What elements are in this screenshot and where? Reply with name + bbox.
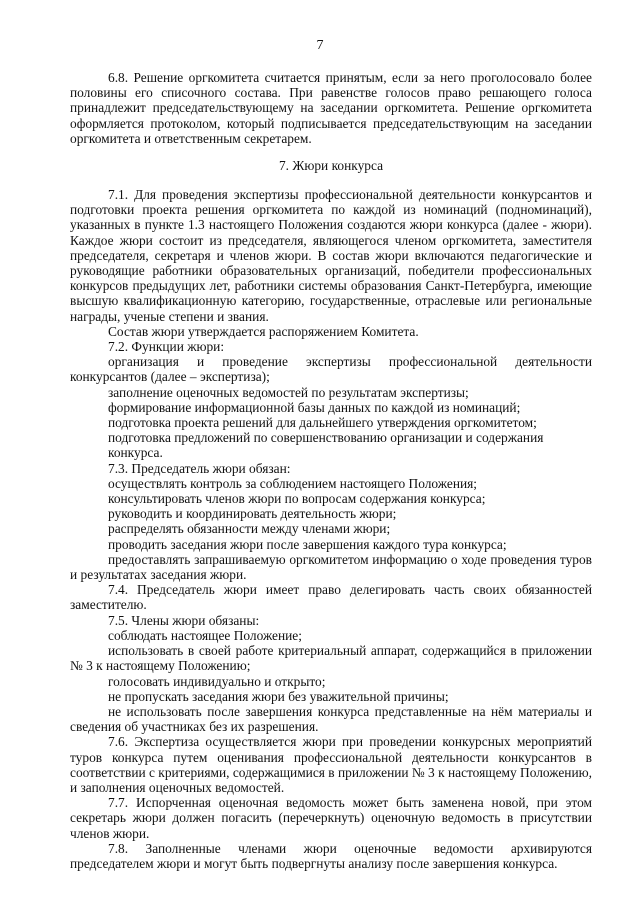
clause-7-2-item: заполнение оценочных ведомостей по результатам экспертизы; bbox=[108, 384, 469, 400]
clause-7-5-item: не использовать после завершения конкурса представленные на нём материалы и сведения об участниках без их разрешения. bbox=[70, 703, 592, 735]
clause-7-2-item: подготовка проекта решений для дальнейшего утверждения оргкомитетом; bbox=[108, 415, 537, 431]
clause-7-1: 7.1. Для проведения экспертизы профессиональной деятельности конкурсантов и подготовки проекта решения оргкомитета по каждой из номинаций (подноминаций), указанных в пункте 1.3 настоящего Положения создаются жюри конкурса (далее - жюри). Каждое жюри состоит из председателя, являющегося членом оргкомитета, заместителя председателя, секретаря и членов жюри. В состав жюри включаются педагогические и руководящие работники образовательных организаций, победители профессиональных конкурсов предыдущих лет, работники системы образования Санкт-Петербурга, имеющие высшую квалификационную категорию, государственные, отраслевые или региональные награды, ученые степени и звания. bbox=[70, 187, 592, 324]
clause-7-2-item: формирование информационной базы данных по каждой из номинаций; bbox=[108, 399, 521, 415]
clause-7-3-item: распределять обязанности между членами жюри; bbox=[108, 521, 391, 537]
clause-7-7: 7.7. Испорченная оценочная ведомость может быть заменена новой, при этом секретарь жюри должен погасить (перечеркнуть) оценочную ведомость в присутствии членов жюри. bbox=[70, 795, 592, 841]
clause-7-5-item: не пропускать заседания жюри без уважительной причины; bbox=[108, 688, 449, 704]
clause-6-8-text: 6.8. Решение оргкомитета считается принятым, если за него проголосовало более половины его списочного состава. При равенстве голосов право решающего голоса принадлежит председательствующему на заседании оргкомитета. Решение оргкомитета оформляется протоколом, который подписывается председательствующим на заседании оргкомитета и ответственным секретарем. bbox=[70, 70, 592, 146]
clause-7-3-item: проводить заседания жюри после завершения каждого тура конкурса; bbox=[108, 536, 507, 552]
clause-7-5-title: 7.5. Члены жюри обязаны: bbox=[108, 612, 260, 628]
section-7-body bbox=[70, 187, 592, 871]
page-number: 7 bbox=[316, 38, 324, 53]
clause-7-5-item: соблюдать настоящее Положение; bbox=[108, 627, 302, 643]
clause-7-6: 7.6. Экспертиза осуществляется жюри при проведении конкурсных мероприятий туров конкурса путем оценивания профессиональной деятельности конкурсантов в соответствии с критериями, содержащимися в приложении № 3 к настоящему Положению, и заполнения оценочных ведомостей. bbox=[70, 734, 592, 795]
clause-7-4: 7.4. Председатель жюри имеет право делегировать часть своих обязанностей заместителю. bbox=[70, 582, 592, 613]
clause-7-2-title: 7.2. Функции жюри: bbox=[108, 339, 225, 355]
clause-7-3-item: осуществлять контроль за соблюдением настоящего Положения; bbox=[108, 475, 478, 491]
clause-7-2-item: организация и проведение экспертизы профессиональной деятельности конкурсантов (далее – экспертиза); bbox=[70, 354, 592, 385]
section-7-title: 7. Жюри конкурса bbox=[278, 158, 384, 173]
clause-7-8: 7.8. Заполненные членами жюри оценочные ведомости архивируются председателем жюри и могут быть подвергнуты анализу после завершения конкурса. bbox=[70, 840, 592, 871]
clause-7-3-title: 7.3. Председатель жюри обязан: bbox=[108, 460, 291, 476]
clause-7-3-item: руководить и координировать деятельность жюри; bbox=[108, 506, 397, 522]
clause-7-2-item: подготовка предложений по совершенствованию организации и содержания конкурса. bbox=[108, 430, 544, 461]
clause-6-8 bbox=[70, 70, 592, 146]
clause-7-3-item: предоставлять запрашиваемую оргкомитетом информацию о ходе проведения туров и результатах заседания жюри. bbox=[70, 551, 592, 583]
clause-7-3-item: консультировать членов жюри по вопросам содержания конкурса; bbox=[108, 491, 486, 507]
section-7-heading-block bbox=[70, 158, 592, 173]
clause-7-1-composition: Состав жюри утверждается распоряжением Комитета. bbox=[108, 323, 419, 339]
clause-7-5-item: использовать в своей работе критериальный аппарат, содержащийся в приложении № 3 к настоящему Положению; bbox=[70, 643, 592, 674]
clause-7-5-item: голосовать индивидуально и открыто; bbox=[108, 673, 326, 689]
